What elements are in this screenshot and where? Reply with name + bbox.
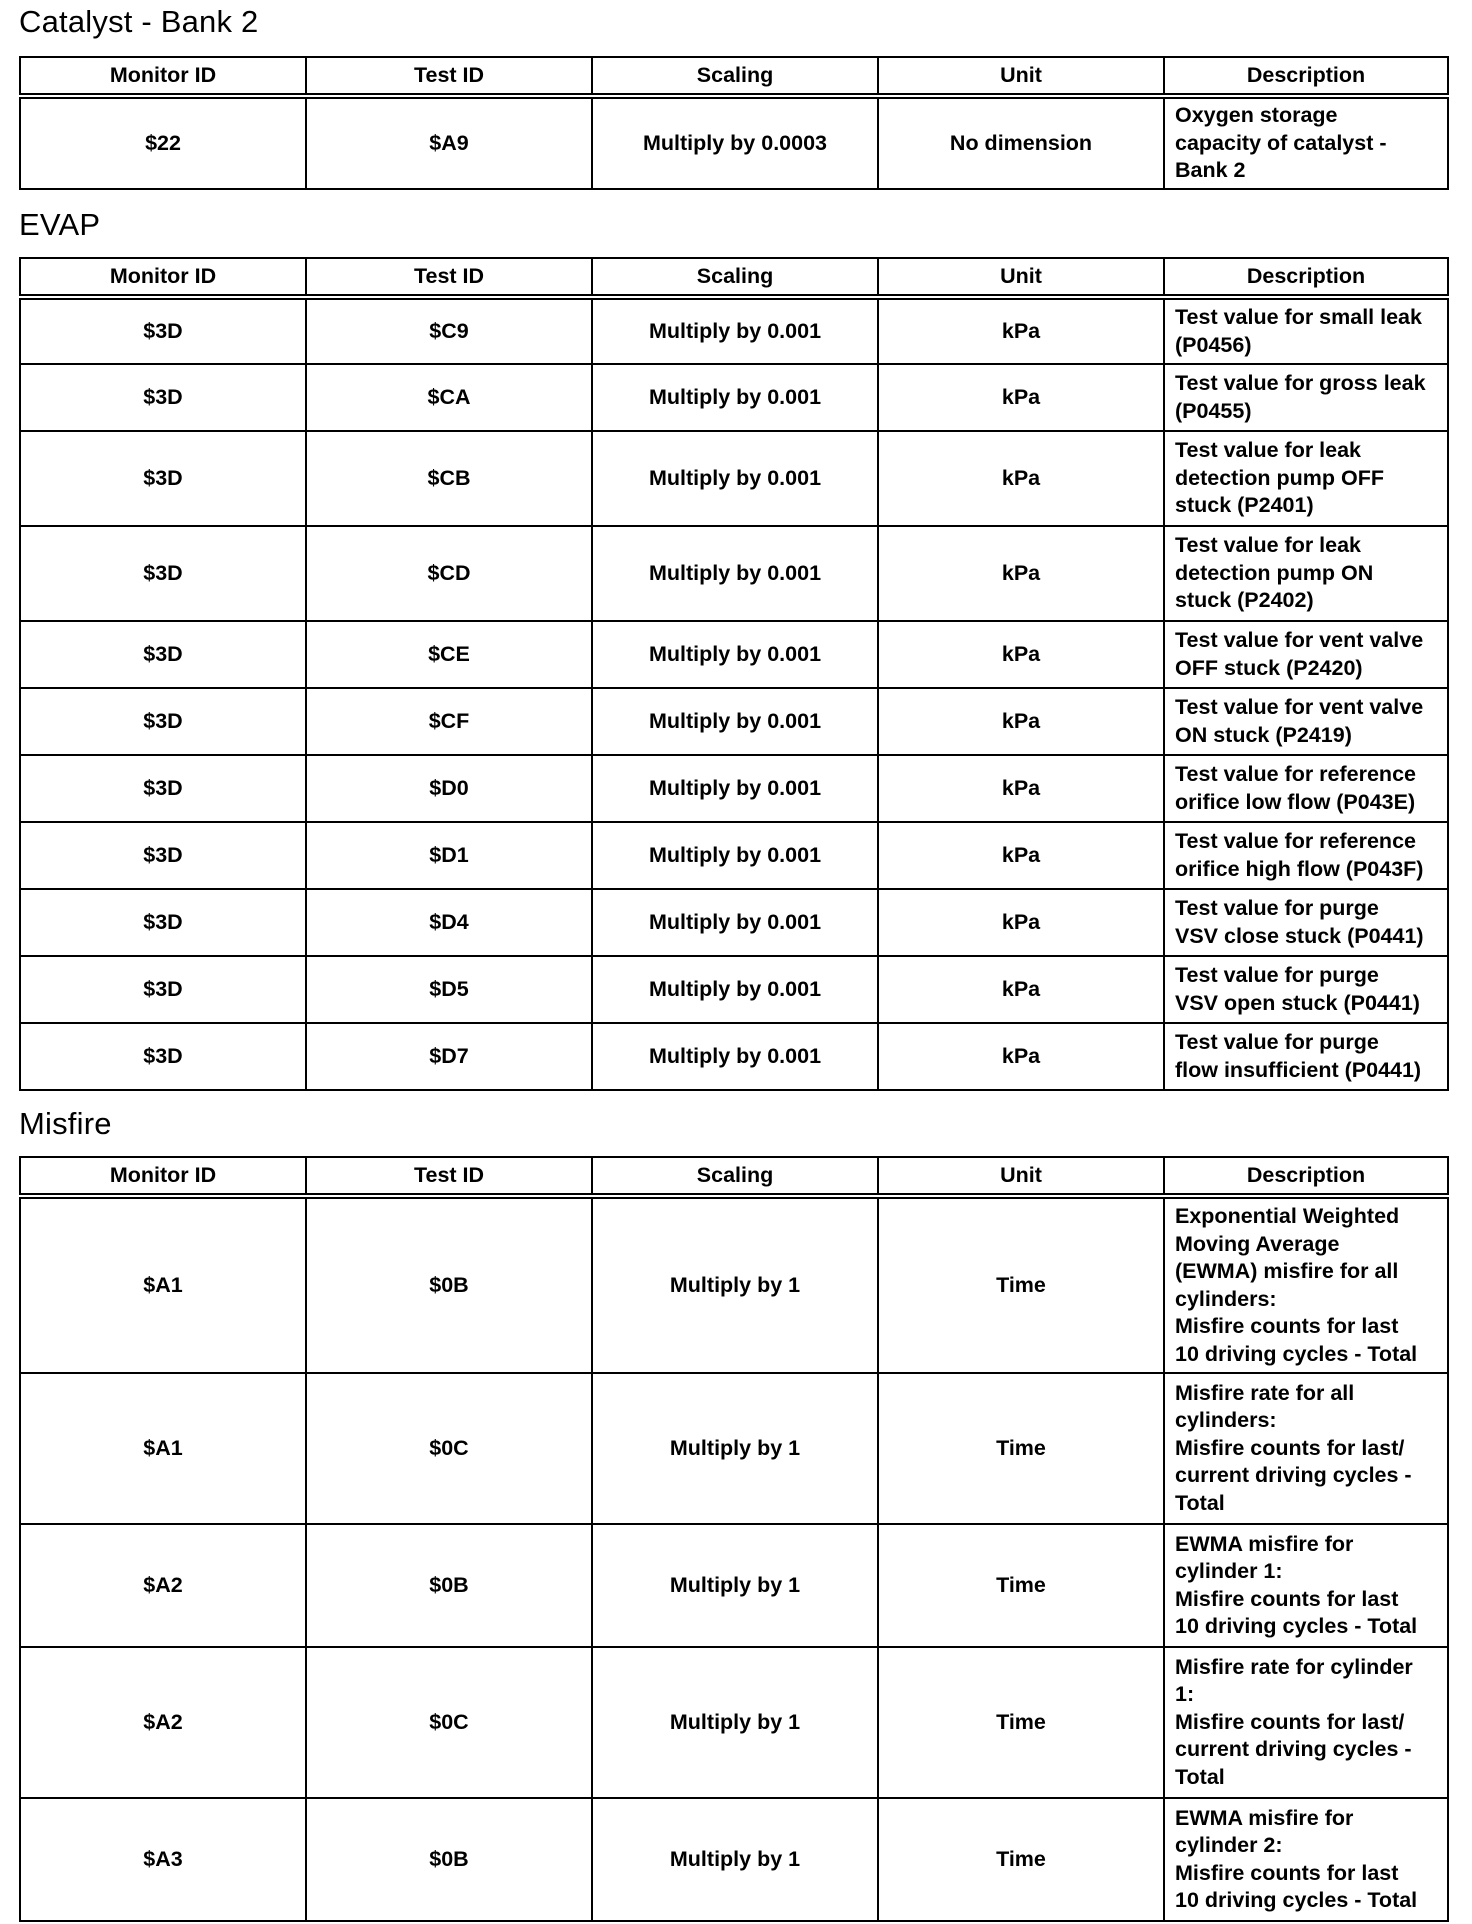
header-monitor-id: Monitor ID (20, 258, 306, 297)
cell-description: Test value for small leak (P0456) (1164, 297, 1448, 364)
header-monitor-id: Monitor ID (20, 1157, 306, 1196)
cell-monitor-id: $3D (20, 688, 306, 755)
cell-monitor-id: $3D (20, 889, 306, 956)
cell-description: Test value for purge VSV open stuck (P0441) (1164, 956, 1448, 1023)
cell-scaling: Multiply by 1 (592, 1798, 878, 1921)
table-row (20, 1524, 1448, 1647)
cell-test-id: $CF (306, 688, 592, 755)
cell-scaling: Multiply by 0.001 (592, 364, 878, 431)
cell-scaling: Multiply by 1 (592, 1524, 878, 1647)
header-test-id: Test ID (306, 1157, 592, 1196)
misfire-table (19, 1156, 1449, 1922)
cell-test-id: $0C (306, 1373, 592, 1524)
cell-monitor-id: $3D (20, 1023, 306, 1090)
cell-scaling: Multiply by 0.001 (592, 621, 878, 688)
header-row (20, 1157, 1448, 1196)
cell-scaling: Multiply by 0.001 (592, 889, 878, 956)
header-test-id: Test ID (306, 57, 592, 96)
cell-monitor-id: $A2 (20, 1524, 306, 1647)
cell-unit: No dimension (878, 96, 1164, 189)
cell-description: Misfire rate for all cylinders: Misfire counts for last/ current driving cycles - Total (1164, 1373, 1448, 1524)
table-row (20, 889, 1448, 956)
header-test-id: Test ID (306, 258, 592, 297)
header-unit: Unit (878, 57, 1164, 96)
cell-description: Test value for purge VSV close stuck (P0441) (1164, 889, 1448, 956)
cell-scaling: Multiply by 1 (592, 1373, 878, 1524)
header-row (20, 258, 1448, 297)
cell-monitor-id: $3D (20, 956, 306, 1023)
cell-unit: kPa (878, 621, 1164, 688)
cell-unit: kPa (878, 889, 1164, 956)
table-row (20, 431, 1448, 526)
table-row (20, 1798, 1448, 1921)
cell-unit: kPa (878, 526, 1164, 621)
cell-scaling: Multiply by 1 (592, 1196, 878, 1373)
table-row (20, 96, 1448, 189)
table-row (20, 1196, 1448, 1373)
cell-test-id: $CD (306, 526, 592, 621)
cell-unit: kPa (878, 297, 1164, 364)
cell-test-id: $C9 (306, 297, 592, 364)
catalyst-table (19, 56, 1449, 190)
section-title: Misfire (19, 1106, 112, 1141)
header-unit: Unit (878, 258, 1164, 297)
table-row (20, 1023, 1448, 1090)
table-row (20, 822, 1448, 889)
cell-monitor-id: $3D (20, 364, 306, 431)
cell-description: Test value for gross leak (P0455) (1164, 364, 1448, 431)
cell-description: Test value for leak detection pump ON stuck (P2402) (1164, 526, 1448, 621)
cell-monitor-id: $3D (20, 431, 306, 526)
table-row (20, 1373, 1448, 1524)
cell-test-id: $0B (306, 1196, 592, 1373)
cell-monitor-id: $3D (20, 822, 306, 889)
cell-test-id: $D4 (306, 889, 592, 956)
cell-test-id: $D0 (306, 755, 592, 822)
section-title: Catalyst - Bank 2 (19, 4, 259, 39)
cell-description: EWMA misfire for cylinder 1: Misfire counts for last 10 driving cycles - Total (1164, 1524, 1448, 1647)
header-scaling: Scaling (592, 1157, 878, 1196)
table-row (20, 755, 1448, 822)
cell-scaling: Multiply by 0.001 (592, 688, 878, 755)
cell-unit: Time (878, 1798, 1164, 1921)
cell-unit: kPa (878, 956, 1164, 1023)
cell-description: Test value for purge flow insufficient (P0441) (1164, 1023, 1448, 1090)
cell-monitor-id: $A3 (20, 1798, 306, 1921)
cell-unit: Time (878, 1373, 1164, 1524)
cell-scaling: Multiply by 0.001 (592, 956, 878, 1023)
cell-description: Test value for vent valve ON stuck (P2419) (1164, 688, 1448, 755)
header-scaling: Scaling (592, 57, 878, 96)
cell-unit: Time (878, 1196, 1164, 1373)
cell-scaling: Multiply by 0.001 (592, 297, 878, 364)
cell-description: Oxygen storage capacity of catalyst - Bank 2 (1164, 96, 1448, 189)
cell-test-id: $D5 (306, 956, 592, 1023)
cell-scaling: Multiply by 1 (592, 1647, 878, 1798)
cell-unit: kPa (878, 364, 1164, 431)
cell-scaling: Multiply by 0.001 (592, 755, 878, 822)
cell-description: Exponential Weighted Moving Average (EWMA) misfire for all cylinders: Misfire counts for last 10 driving cycles - Total (1164, 1196, 1448, 1373)
cell-unit: Time (878, 1647, 1164, 1798)
cell-unit: kPa (878, 822, 1164, 889)
cell-monitor-id: $A2 (20, 1647, 306, 1798)
cell-unit: Time (878, 1524, 1164, 1647)
cell-monitor-id: $22 (20, 96, 306, 189)
cell-description: Test value for reference orifice high flow (P043F) (1164, 822, 1448, 889)
table-row (20, 688, 1448, 755)
table-row (20, 1647, 1448, 1798)
cell-monitor-id: $3D (20, 755, 306, 822)
header-unit: Unit (878, 1157, 1164, 1196)
cell-test-id: $A9 (306, 96, 592, 189)
cell-scaling: Multiply by 0.001 (592, 822, 878, 889)
cell-description: Test value for reference orifice low flow (P043E) (1164, 755, 1448, 822)
table-row (20, 364, 1448, 431)
header-row (20, 57, 1448, 96)
cell-monitor-id: $A1 (20, 1373, 306, 1524)
cell-test-id: $CB (306, 431, 592, 526)
header-scaling: Scaling (592, 258, 878, 297)
table-row (20, 526, 1448, 621)
cell-scaling: Multiply by 0.0003 (592, 96, 878, 189)
cell-description: Test value for vent valve OFF stuck (P2420) (1164, 621, 1448, 688)
evap-table (19, 257, 1449, 1091)
cell-scaling: Multiply by 0.001 (592, 526, 878, 621)
cell-test-id: $CA (306, 364, 592, 431)
cell-description: Misfire rate for cylinder 1: Misfire counts for last/ current driving cycles - Total (1164, 1647, 1448, 1798)
header-monitor-id: Monitor ID (20, 57, 306, 96)
cell-monitor-id: $3D (20, 297, 306, 364)
cell-test-id: $CE (306, 621, 592, 688)
cell-test-id: $0B (306, 1798, 592, 1921)
cell-unit: kPa (878, 431, 1164, 526)
cell-monitor-id: $3D (20, 526, 306, 621)
cell-description: EWMA misfire for cylinder 2: Misfire counts for last 10 driving cycles - Total (1164, 1798, 1448, 1921)
cell-test-id: $D1 (306, 822, 592, 889)
cell-unit: kPa (878, 755, 1164, 822)
header-description: Description (1164, 258, 1448, 297)
table-row (20, 621, 1448, 688)
cell-scaling: Multiply by 0.001 (592, 1023, 878, 1090)
cell-unit: kPa (878, 688, 1164, 755)
section-title: EVAP (19, 207, 101, 242)
table-row (20, 297, 1448, 364)
cell-test-id: $0B (306, 1524, 592, 1647)
cell-monitor-id: $A1 (20, 1196, 306, 1373)
header-description: Description (1164, 57, 1448, 96)
cell-scaling: Multiply by 0.001 (592, 431, 878, 526)
cell-test-id: $0C (306, 1647, 592, 1798)
table-row (20, 956, 1448, 1023)
cell-description: Test value for leak detection pump OFF stuck (P2401) (1164, 431, 1448, 526)
header-description: Description (1164, 1157, 1448, 1196)
cell-monitor-id: $3D (20, 621, 306, 688)
cell-unit: kPa (878, 1023, 1164, 1090)
cell-test-id: $D7 (306, 1023, 592, 1090)
